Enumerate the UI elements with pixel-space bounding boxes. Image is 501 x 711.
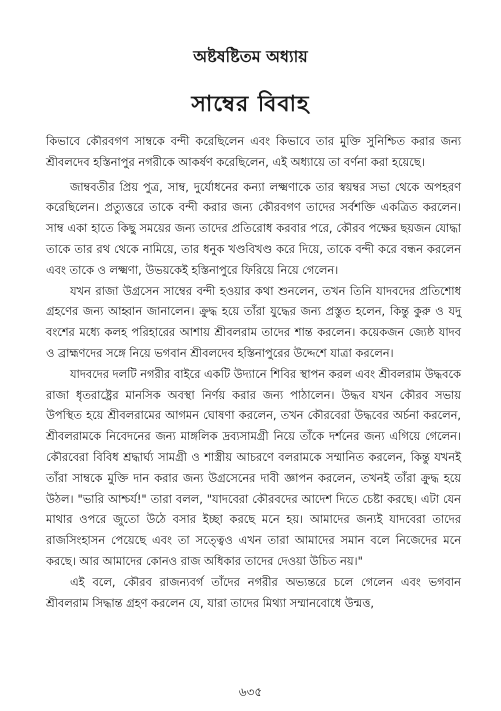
paragraph-2: যখন রাজা উগ্রসেন সাম্বের বন্দী হওয়ার কথা শুনলেন, তখন তিনি যাদবদের প্রতিশোধ গ্রহণের জন্য আহ্বান জানালেন। ক্রুদ্ধ হয়ে তাঁরা যুদ্ধের জন্য প্রস্তুত হলেন, কিন্তু কুরু ও যদু বংশের মধ্যে কলহ পরিহারের আশায় শ্রীবলরাম তাদের শান্ত করলেন। কয়েকজন জ্যেষ্ঠ যাদব ও ব্রাহ্মণদের সঙ্গে নিয়ে ভগবান শ্রীবলদেব হস্তিনাপুরের উদ্দেশে যাত্রা করলেন। <box>46 283 461 360</box>
paragraph-3: যাদবদের দলটি নগরীর বাইরে একটি উদ্যানে শিবির স্থাপন করল এবং শ্রীবলরাম উদ্ধবকে রাজা ধৃতরাষ্ট্রের মানসিক অবস্থা নির্ণয় করার জন্য পাঠালেন। উদ্ধব যখন কৌরব সভায় উপস্থিত হয়ে শ্রীবলরামের আগমন ঘোষণা করলেন, তখন কৌরবেরা উদ্ধবের অর্চনা করলেন, শ্রীবলরামকে নিবেদনের জন্য মাঙ্গলিক দ্রব্যসামগ্রী নিয়ে তাঁকে দর্শনের জন্য এগিয়ে গেলেন। কৌরবেরা বিবিধ শ্রদ্ধার্ঘ্য সামগ্রী ও শাস্ত্রীয় আচরণে বলরামকে সম্মানিত করলেন, কিন্তু যখনই তাঁরা সাম্বকে মুক্তি দান করার জন্য উগ্রসেনের দাবী জ্ঞাপন করলেন, তখনই তাঁরা ক্রুদ্ধ হয়ে উঠল। "ভারি আশ্চর্য!" তারা বলল, "যাদবেরা কৌরবদের আদেশ দিতে চেষ্টা করছে। এটা যেন মাথার ওপরে জুতো উঠে বসার ইচ্ছা করছে মনে হয়। আমাদের জন্যই যাদবেরা তাদের রাজসিংহাসন পেয়েছে এবং তা সত্ত্বেও এখন তারা আমাদের সমান বলে নিজেদের মনে করছে। আর আমাদের কোনও রাজ অধিকার তাদের দেওয়া উচিত নয়।" <box>46 366 461 568</box>
page-number: ৬৩৫ <box>238 685 263 699</box>
chapter-title: অষ্টষষ্টিতম অধ্যায় <box>193 47 308 66</box>
paragraph-4: এই বলে, কৌরব রাজন্যবর্গ তাঁদের নগরীর অভ্যন্তরে চলে গেলেন এবং ভগবান শ্রীবলরাম সিদ্ধান্ত গ্রহণ করলেন যে, যারা তাদের মিথ্যা সম্মানবোধে উন্মত্ত, <box>46 574 461 610</box>
paragraph-summary: কিভাবে কৌরবগণ সাম্বকে বন্দী করেছিলেন এবং কিভাবে তার মুক্তি সুনিশ্চিত করার জন্য শ্রীবলদেব হস্তিনাপুর নগরীকে আকর্ষণ করেছিলেন, এই অধ্যায়ে তা বর্ণনা করা হয়েছে। <box>46 134 461 169</box>
page-title: সাম্বের বিবাহ <box>191 92 310 117</box>
body-text <box>46 131 461 613</box>
paragraph-1: জাম্ববতীর প্রিয় পুত্র, সাম্ব, দুর্যোধনের কন্যা লক্ষ্মণাকে তার স্বয়ম্বর সভা থেকে অপহরণ করেছিলেন। প্রত্যুত্তরে তাকে বন্দী করার জন্য কৌরবগণ তাদের সর্বশক্তি একত্রিত করলেন। সাম্ব একা হাতে কিছু সময়ের জন্য তাদের প্রতিরোধ করবার পরে, কৌরব পক্ষের ছয়জন যোদ্ধা তাকে তার রথ থেকে নামিয়ে, তার ধনুক খণ্ডবিখণ্ড করে দিয়ে, তাকে বন্দী করে বন্ধন করলেন এবং তাকে ও লক্ষ্মণা, উভয়কেই হস্তিনাপুরে ফিরিয়ে নিয়ে গেলেন। <box>46 179 461 277</box>
